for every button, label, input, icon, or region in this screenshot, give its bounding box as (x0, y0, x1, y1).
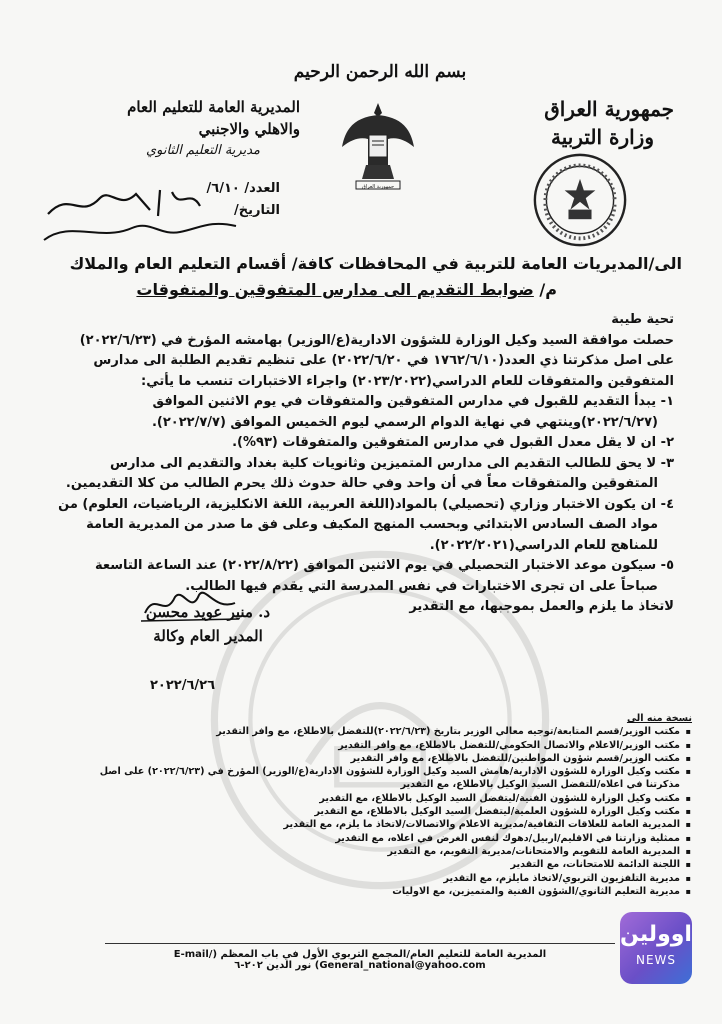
ministry-seal-icon (532, 152, 628, 248)
bismillah: بسم الله الرحمن الرحيم (293, 62, 467, 82)
copy-item: ▪ مكتب وكيل الوزارة للشؤون الفنية/ليتفضل السيد الوكيل بالاطلاع، مع التقدير (92, 792, 680, 805)
copies-list (92, 712, 692, 898)
country-name: جمهورية العراق (544, 97, 674, 121)
addressee: الى/المديريات العامة للتربية في المحافظات كافة/ أقسام التعليم العام والملاك (69, 254, 682, 273)
copies-title: نسخة منه الى (626, 713, 692, 724)
copy-item: ▪ مكتب الوزير/الاعلام والاتصال الحكومي/للتفضل بالاطلاع، مع وافر التقدير (92, 739, 680, 752)
news-badge-logo (620, 912, 692, 984)
subject-line (136, 280, 557, 299)
copy-item: ▪ مديرية التعليم الثانوي/الشؤون الفنية والمتميزين، مع الاوليات (92, 885, 680, 898)
secondary-directorate: مديرية التعليم الثانوي (145, 143, 260, 158)
directorate-name: المديرية العامة للتعليم العام (127, 98, 300, 116)
list-item: ٢- ان لا يقل معدل القبول في مدارس المتفوقين والمتفوقات (٩٣%). (232, 435, 674, 450)
intro-paragraph: حصلت موافقة السيد وكيل الوزارة للشؤون الادارية(ع/الوزير) بهامشه المؤرخ في (٢٠٢٢/٦/٢٣) على اصل مذكرتنا ذي العدد(١٧٦٢/٦/١٠ في ٢٠٢٢/٦/٢٠) على تنظيم تقديم الطلبة الى مدارس المتفوقين والمتفوقات للعام الدراسي(٢٠٢٣/٢٠٢٢) واجراء الاختبارات تنسب ما يأتي: (79, 332, 674, 389)
directorate-header (100, 96, 300, 162)
footer-divider (105, 943, 615, 944)
copy-item: ▪ ممثلية وزارتنا في الاقليم/اربيل/دهوك لنفس الغرض في اعلاه، مع التقدير (92, 832, 680, 845)
signature-date: ٢٠٢٢/٦/٢٦ (150, 678, 216, 693)
copy-item: ▪ المديرية العامة للتقويم والامتحانات/مديرية التقويم، مع التقدير (92, 845, 680, 858)
signatory-name: د. منير عويد محسن (145, 603, 271, 621)
copy-item: ▪ مكتب الوزير/قسم شؤون المواطنين/للتفضل بالاطلاع، مع وافر التقدير (92, 752, 680, 765)
date-label: التاريخ/ (233, 203, 280, 218)
greeting: تحية طيبة (611, 312, 674, 327)
iraq-eagle-emblem-icon (338, 95, 418, 195)
closing: لاتخاذ ما يلزم والعمل بموجبها، مع التقدير (409, 599, 674, 614)
copy-item: ▪ مكتب وكيل الوزارة للشؤون الادارية/هامش السيد وكيل الوزارة للشؤون الادارية(ع/الوزير) المؤرخ في (٢٠٢٢/٦/٢٣) على اصل مذكرتنا في اعلاه/للتفضل السيد الوكيل بالاطلاع، مع التقدير (92, 765, 680, 792)
directorate-subname: والاهلي والاجنبي (198, 120, 300, 138)
svg-text:جمهورية العراق: جمهورية العراق (361, 184, 395, 190)
number-label: العدد/ (244, 181, 280, 196)
number-value: ٦/١٠/ (206, 181, 240, 196)
list-item: ٥- سيكون موعد الاختبار التحصيلي في يوم الاثنين الموافق (٢٠٢٢/٨/٢٢) عند الساعة التاسعة صباحاً على ان تجرى الاختبارات في نفس المدرسة التي يقدم فيها الطالب. (94, 558, 674, 594)
copy-item: ▪ اللجنة الدائمة للامتحانات، مع التقدير (92, 858, 680, 871)
ministry-name: وزارة التربية (550, 125, 654, 149)
footer-text: المديرية العامة للتعليم العام/المجمع التربوي الأول في باب المعظم (E-mail/ General_national@yahoo.com) نور الدين ٢٠٢-٦ (173, 949, 547, 971)
list-item: ٣- لا يحق للطالب التقديم الى مدارس المتميزين وثانويات كلية بغداد والتقديم الى مدارس المتفوقين والمتفوقات معاً في أن واحد وفي حالة حدوث ذلك يحرم الطالب من كلا التقديمين. (65, 455, 674, 491)
copy-item: ▪ مكتب الوزير/قسم المتابعة/توجيه معالي الوزير بتاريخ (٢٠٢٢/٦/٢٣)للتفضل بالاطلاع، مع وافر التقدير (92, 725, 680, 738)
list-item: ١- يبدأ التقديم للقبول في مدارس المتفوقين والمتفوقات في يوم الاثنين الموافق (٢٠٢٢/٦/٢٧)وينتهي في نهاية الدوام الرسمي ليوم الخميس الموافق (٢٠٢٢/٧/٧). (151, 394, 674, 430)
subject-prefix: م/ (539, 280, 557, 299)
list-item: ٤- ان يكون الاختبار وزاري (تحصيلي) بالمواد(اللغة العربية، اللغة الانكليزية، الرياضيات، العلوم) من مواد الصف السادس الابتدائي وبحسب المنهج المكيف وعلى فق ما صدر من المديرية العامة للمناهج للعام الدراسي(٢٠٢٢/٢٠٢١). (58, 496, 674, 553)
news-badge-subtitle: NEWS (635, 953, 677, 967)
signatory-title: المدير العام وكالة (153, 627, 263, 645)
handwritten-reference-icon (40, 180, 240, 250)
signature-block (128, 600, 288, 648)
letter-body (54, 310, 674, 618)
copy-item: ▪ مديرية التلفزيون التربوي/لاتخاذ مايلزم، مع التقدير (92, 872, 680, 885)
copy-item: ▪ مكتب وكيل الوزارة للشؤون العلمية/ليتفضل السيد الوكيل بالاطلاع، مع التقدير (92, 805, 680, 818)
copy-item: ▪ المديرية العامة للعلاقات الثقافية/مديرية الاعلام والاتصالات/لاتخاذ ما يلزم، مع التقدير (92, 818, 680, 831)
footer (95, 938, 625, 971)
news-badge-title: اوولين (620, 922, 692, 947)
subject-text: ضوابط التقديم الى مدارس المتفوقين والمتفوقات (136, 280, 534, 299)
ministry-header (454, 95, 674, 151)
